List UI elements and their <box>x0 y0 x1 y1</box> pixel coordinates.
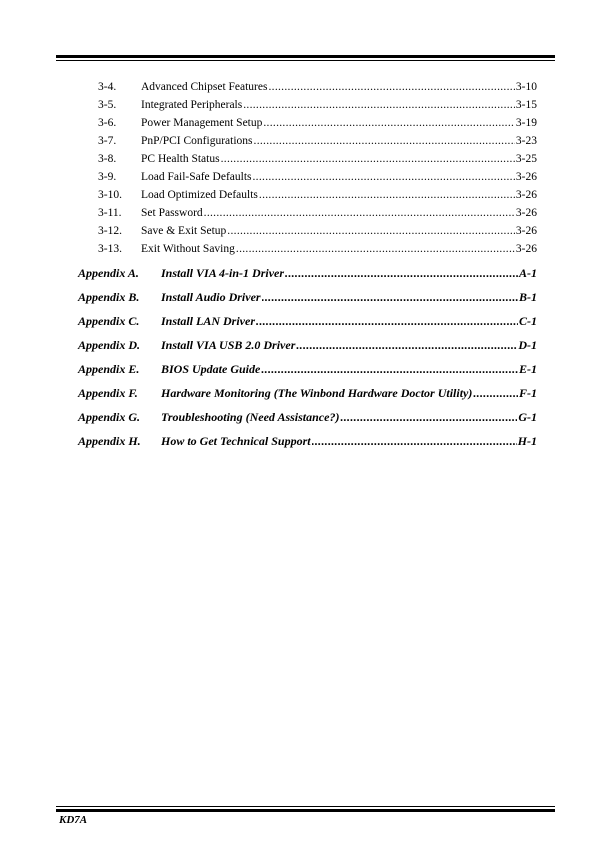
footer-model-name: KD7A <box>59 814 88 826</box>
dot-leader <box>236 243 515 255</box>
toc-entry-number: 3-12. <box>98 225 122 237</box>
appendix-entry[interactable] <box>78 410 537 430</box>
toc-entry-page: 3-26 <box>515 171 537 183</box>
appendix-entry[interactable] <box>78 434 537 454</box>
appendix-title: Install VIA USB 2.0 Driver <box>161 338 296 352</box>
toc-entry-number: 3-11. <box>98 207 122 219</box>
toc-entry-number: 3-9. <box>98 171 117 183</box>
appendix-page: G-1 <box>518 410 537 424</box>
appendix-title: Install Audio Driver <box>161 290 261 304</box>
toc-entry-page: 3-26 <box>515 207 537 219</box>
appendix-entry[interactable] <box>78 362 537 382</box>
toc-entry[interactable] <box>98 99 537 117</box>
toc-entry[interactable] <box>98 117 537 135</box>
appendix-label: Appendix B. <box>78 290 140 304</box>
appendix-label: Appendix G. <box>78 410 141 424</box>
dot-leader <box>268 81 514 93</box>
dot-leader <box>340 410 517 425</box>
dot-leader <box>204 207 515 219</box>
appendix-title: Install VIA 4-in-1 Driver <box>161 266 285 280</box>
toc-entry-number: 3-8. <box>98 153 117 165</box>
appendix-label: Appendix A. <box>78 266 139 280</box>
appendix-label: Appendix E. <box>78 362 140 376</box>
footer-rule-thin <box>56 806 555 807</box>
dot-leader <box>296 338 517 353</box>
toc-entry-number: 3-5. <box>98 99 117 111</box>
header-rule-thin <box>56 60 555 61</box>
toc-entry-page: 3-15 <box>515 99 537 111</box>
toc-entry-number: 3-13. <box>98 243 122 255</box>
toc-entry-page: 3-26 <box>515 189 537 201</box>
toc-entry-title: Set Password <box>141 207 203 219</box>
appendix-entry[interactable] <box>78 314 537 334</box>
appendix-page: H-1 <box>517 434 537 448</box>
dot-leader <box>253 171 515 183</box>
appendix-entry[interactable] <box>78 290 537 310</box>
toc-entry-title: PnP/PCI Configurations <box>141 135 253 147</box>
toc-entry-number: 3-6. <box>98 117 117 129</box>
dot-leader <box>227 225 515 237</box>
dot-leader <box>221 153 515 165</box>
header-rule-thick <box>56 55 555 58</box>
toc-entry[interactable] <box>98 207 537 225</box>
toc-entry-title: PC Health Status <box>141 153 220 165</box>
toc-entry-number: 3-4. <box>98 81 117 93</box>
appendix-page: F-1 <box>519 386 537 400</box>
dot-leader <box>254 135 515 147</box>
appendix-title: Hardware Monitoring (The Winbond Hardware Doctor Utility) <box>161 386 473 400</box>
dot-leader <box>263 117 515 129</box>
toc-entry-title: Advanced Chipset Features <box>141 81 268 93</box>
toc-entry[interactable] <box>98 135 537 153</box>
appendix-page: C-1 <box>519 314 537 328</box>
appendix-entry[interactable] <box>78 338 537 358</box>
appendix-label: Appendix F. <box>78 386 138 400</box>
toc-entry-number: 3-7. <box>98 135 117 147</box>
toc-entry-title: Load Optimized Defaults <box>141 189 258 201</box>
toc-entry-title: Exit Without Saving <box>141 243 235 255</box>
appendix-label: Appendix D. <box>78 338 141 352</box>
appendix-page: B-1 <box>519 290 537 304</box>
toc-entry[interactable] <box>98 243 537 261</box>
dot-leader <box>285 266 518 281</box>
appendix-title: How to Get Technical Support <box>161 434 311 448</box>
appendix-page: E-1 <box>519 362 537 376</box>
dot-leader <box>262 290 518 305</box>
toc-entry[interactable] <box>98 189 537 207</box>
dot-leader <box>256 314 518 329</box>
toc-entry-page: 3-10 <box>515 81 537 93</box>
dot-leader <box>473 386 518 401</box>
appendix-title: BIOS Update Guide <box>161 362 261 376</box>
toc-entry-page: 3-19 <box>515 117 537 129</box>
toc-entry-title: Integrated Peripherals <box>141 99 243 111</box>
appendix-page: D-1 <box>518 338 537 352</box>
appendix-entry[interactable] <box>78 266 537 286</box>
toc-entry-number: 3-10. <box>98 189 122 201</box>
appendix-label: Appendix H. <box>78 434 141 448</box>
toc-entry-title: Power Management Setup <box>141 117 263 129</box>
toc-entry-title: Save & Exit Setup <box>141 225 227 237</box>
toc-entry-page: 3-23 <box>515 135 537 147</box>
appendix-title: Troubleshooting (Need Assistance?) <box>161 410 340 424</box>
toc-entry-title: Load Fail-Safe Defaults <box>141 171 252 183</box>
appendix-entry[interactable] <box>78 386 537 406</box>
toc-entry[interactable] <box>98 225 537 243</box>
dot-leader <box>312 434 517 449</box>
toc-entry-page: 3-26 <box>515 225 537 237</box>
dot-leader <box>243 99 515 111</box>
dot-leader <box>261 362 518 377</box>
toc-entry-page: 3-25 <box>515 153 537 165</box>
toc-entry[interactable] <box>98 81 537 99</box>
toc-entry[interactable] <box>98 153 537 171</box>
footer-rule-thick <box>56 809 555 812</box>
appendix-page: A-1 <box>519 266 537 280</box>
dot-leader <box>259 189 515 201</box>
toc-entry-page: 3-26 <box>515 243 537 255</box>
appendix-label: Appendix C. <box>78 314 140 328</box>
appendix-title: Install LAN Driver <box>161 314 256 328</box>
toc-entry[interactable] <box>98 171 537 189</box>
